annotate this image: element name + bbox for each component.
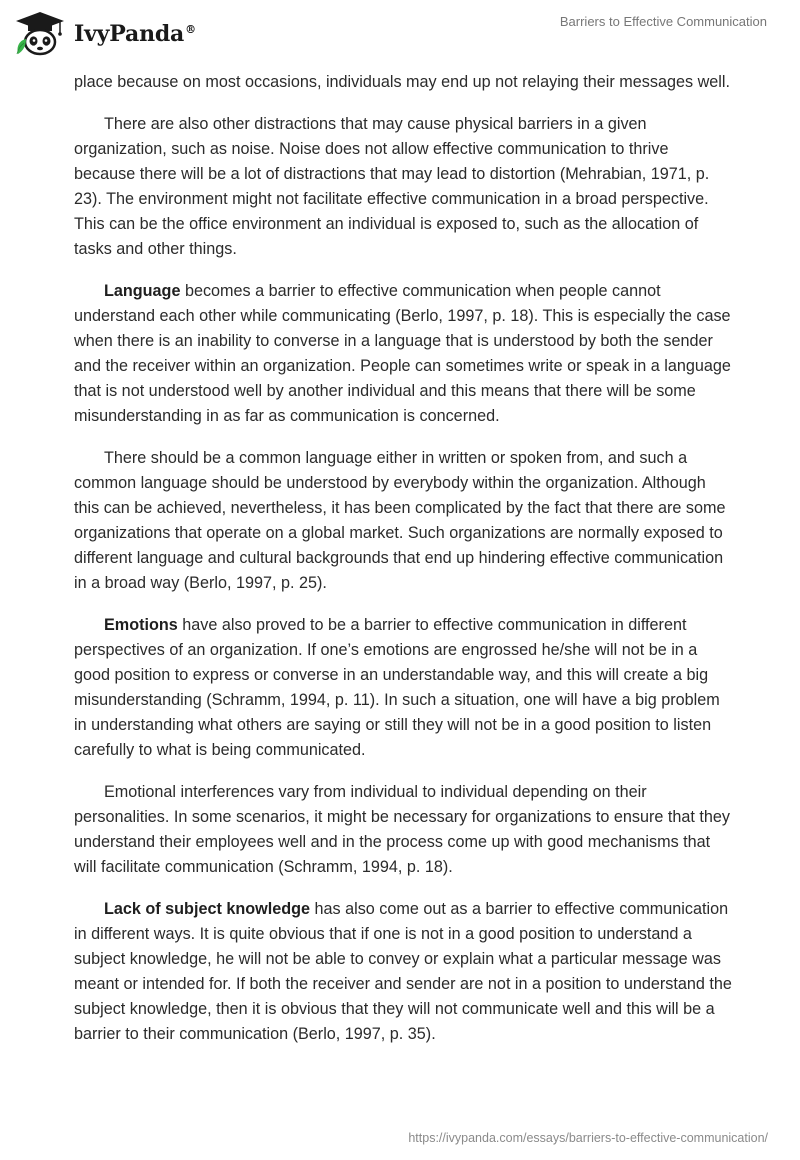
source-url-link[interactable]: https://ivypanda.com/essays/barriers-to-effective-communication/ — [408, 1131, 768, 1145]
paragraph-text: Emotional interferences vary from individual to individual depending on their personalities. In some scenarios, it might be necessary for organizations to ensure that they understand their employees well and in the process come up with good mechanisms that will facilitate communication (Schramm, 1994, p. 18). — [74, 783, 730, 876]
panda-graduate-icon — [14, 10, 66, 56]
registered-mark: ® — [185, 22, 196, 36]
paragraph-7 — [74, 897, 734, 1047]
essay-body — [74, 70, 734, 1064]
paragraph-2 — [74, 112, 734, 262]
brand-name: IvyPanda® — [74, 21, 196, 47]
running-title: Barriers to Effective Communication — [559, 14, 767, 29]
paragraph-lead: Lack of subject knowledge — [104, 900, 310, 918]
paragraph-text: place because on most occasions, individuals may end up not relaying their messages well. — [74, 73, 730, 91]
paragraph-5 — [74, 613, 734, 763]
paragraph-lead: Emotions — [104, 616, 178, 634]
paragraph-text: has also come out as a barrier to effective communication in different ways. It is quite obvious that if one is not in a good position to understand a subject knowledge, he will not be able to convey or explain what a particular message was meant or intended for. If both the receiver and sender are not in a position to understand the subject knowledge, then it is obvious that they will not communicate well and this will be a barrier to their communication (Berlo, 1997, p. 35). — [74, 900, 732, 1043]
paragraph-lead: Language — [104, 282, 181, 300]
paragraph-text: becomes a barrier to effective communication when people cannot understand each other while communicating (Berlo, 1997, p. 18). This is especially the case when there is an inability to converse in a language that is understood by both the sender and the receiver within an organization. People can sometimes write or speak in a language that is not understood well by another individual and this means that there will be some misunderstanding in as far as communication is concerned. — [74, 282, 731, 425]
paragraph-6 — [74, 780, 734, 880]
paragraph-3 — [74, 279, 734, 429]
paragraph-text: There should be a common language either in written or spoken from, and such a common language should be understood by everybody within the organization. Although this can be achieved, nevertheless, it has been complicated by the fact that there are some organizations that operate on a global market. Such organizations are normally exposed to different language and cultural backgrounds that end up hindering effective communication in a broad way (Berlo, 1997, p. 25). — [74, 449, 726, 592]
paragraph-1 — [74, 70, 734, 95]
paragraph-4 — [74, 446, 734, 596]
page-header — [0, 0, 800, 70]
paragraph-text: have also proved to be a barrier to effective communication in different perspectives of an organization. If one’s emotions are engrossed he/she will not be in a good position to express or converse in an understandable way, and this will create a big misunderstanding (Schramm, 1994, p. 11). In such a situation, one will have a big problem in understanding what others are saying or still they will not be in a good position to listen carefully to what is being communicated. — [74, 616, 720, 759]
paragraph-text: There are also other distractions that may cause physical barriers in a given organization, such as noise. Noise does not allow effective communication to thrive because there will be a lot of distractions that may lead to distortion (Mehrabian, 1971, p. 23). The environment might not facilitate effective communication in a broad perspective. This can be the office environment an individual is exposed to, such as the allocation of tasks and other things. — [74, 115, 710, 258]
ivypanda-logo[interactable] — [14, 8, 196, 58]
